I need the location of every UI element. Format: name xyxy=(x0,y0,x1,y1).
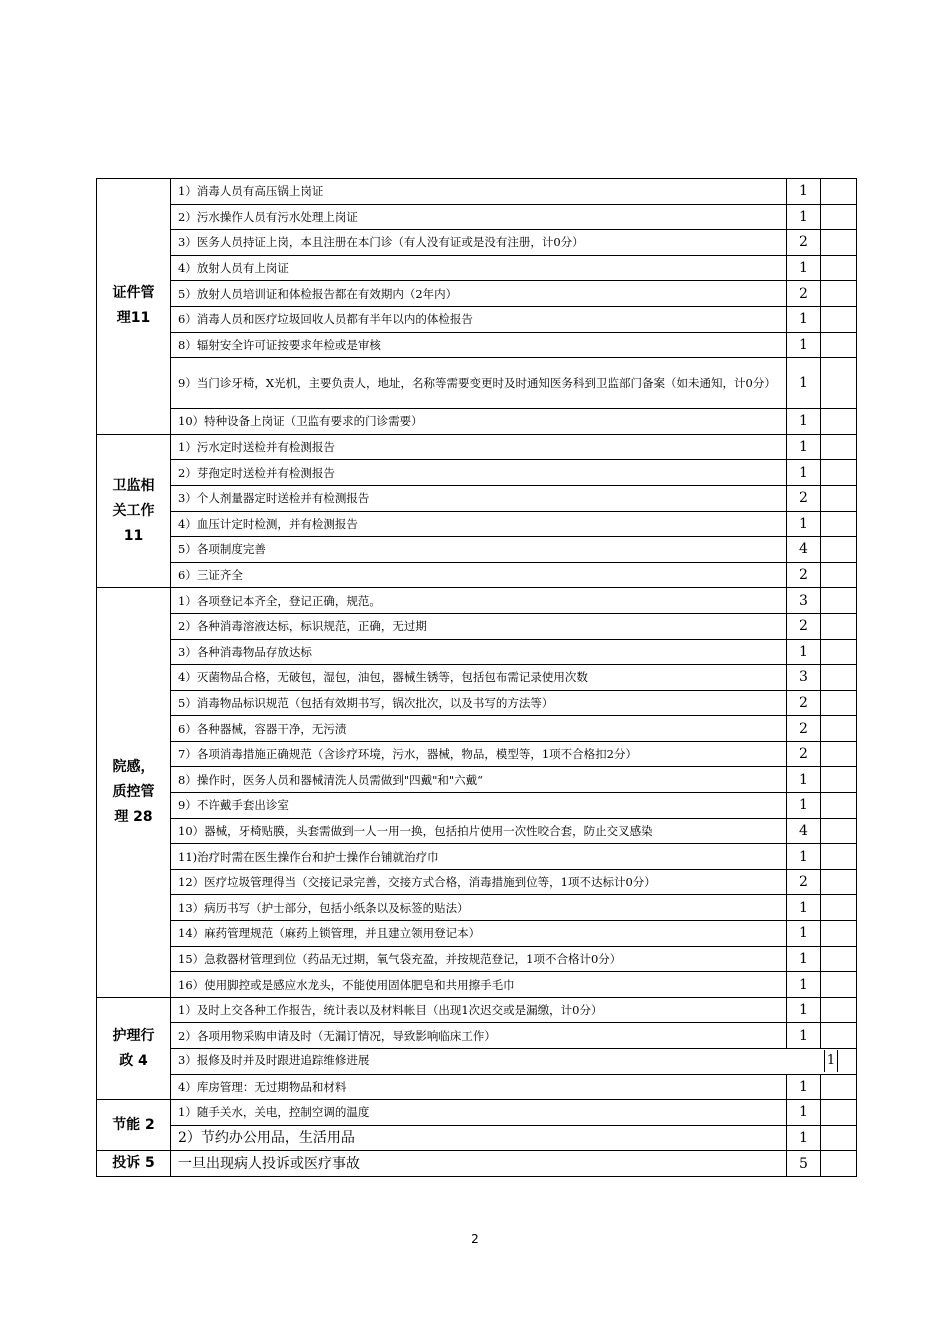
score-cell: 1 xyxy=(787,1023,821,1049)
score-cell: 1 xyxy=(787,921,821,947)
score-cell: 2 xyxy=(787,613,821,639)
score-cell: 1 xyxy=(787,179,821,205)
blank-cell xyxy=(821,460,857,486)
item-text: 3）报修及时并及时跟进追踪维修进展 xyxy=(178,1053,370,1068)
item-cell: 8）辐射安全许可证按要求年检或是审核 xyxy=(171,332,787,358)
item-cell: 2）污水操作人员有污水处理上岗证 xyxy=(171,204,787,230)
score-cell: 2 xyxy=(787,485,821,511)
item-cell: 6）三证齐全 xyxy=(171,562,787,588)
category-label: 护理行政 4 xyxy=(112,1027,155,1069)
item-cell: 16）使用脚控或是感应水龙头，不能使用固体肥皂和共用擦手毛巾 xyxy=(171,972,787,998)
item-cell: 4）血压计定时检测，并有检测报告 xyxy=(171,511,787,537)
blank-cell xyxy=(821,690,857,716)
item-cell: 12）医疗垃圾管理得当（交接记录完善，交接方式合格，消毒措施到位等，1项不达标计0分） xyxy=(171,869,787,895)
item-cell: 14）麻药管理规范（麻药上锁管理，并且建立领用登记本） xyxy=(171,921,787,947)
score-cell: 1 xyxy=(787,997,821,1023)
blank-cell xyxy=(821,767,857,793)
item-cell: 9）不许戴手套出诊室 xyxy=(171,793,787,819)
category-label: 节能 2 xyxy=(112,1116,155,1133)
score-cell: 1 xyxy=(787,409,821,435)
blank-cell xyxy=(821,230,857,256)
score-cell: 2 xyxy=(787,869,821,895)
blank-cell xyxy=(821,1151,857,1177)
blank-cell xyxy=(821,511,857,537)
blank-cell xyxy=(821,1023,857,1049)
blank-cell xyxy=(821,639,857,665)
category-label: 卫监相关工作11 xyxy=(112,477,155,544)
score-cell: 1 xyxy=(787,844,821,870)
blank-cell xyxy=(821,741,857,767)
score-cell: 2 xyxy=(787,716,821,742)
item-cell: 4）放射人员有上岗证 xyxy=(171,255,787,281)
blank-cell xyxy=(821,281,857,307)
score-cell: 1 xyxy=(787,434,821,460)
item-cell: 3）各种消毒物品存放达标 xyxy=(171,639,787,665)
score-cell: 1 xyxy=(787,358,821,409)
score-cell: 1 xyxy=(787,255,821,281)
blank-cell xyxy=(821,716,857,742)
category-label: 证件管理11 xyxy=(112,285,155,327)
item-cell: 一旦出现病人投诉或医疗事故 xyxy=(171,1151,787,1177)
blank-cell xyxy=(821,665,857,691)
item-cell: 15）急救器材管理到位（药品无过期，氧气袋充盈，并按规范登记，1项不合格计0分） xyxy=(171,946,787,972)
item-cell: 3）医务人员持证上岗，本且注册在本门诊（有人没有证或是没有注册，计0分） xyxy=(171,230,787,256)
item-cell: 1）消毒人员有高压锅上岗证 xyxy=(171,179,787,205)
blank-cell xyxy=(821,1100,857,1126)
item-cell: 1）各项登记本齐全，登记正确，规范。 xyxy=(171,588,787,614)
item-cell: 4）灭菌物品合格，无破包，湿包，油包，器械生锈等，包括包布需记录使用次数 xyxy=(171,665,787,691)
blank-cell xyxy=(821,434,857,460)
blank-cell xyxy=(821,946,857,972)
blank-cell xyxy=(821,255,857,281)
category-cell xyxy=(97,1100,171,1151)
item-cell-merged xyxy=(171,1049,857,1075)
score-cell: 1 xyxy=(787,511,821,537)
page-number: 2 xyxy=(471,1232,479,1246)
score-cell: 1 xyxy=(787,1125,821,1151)
blank-cell xyxy=(821,818,857,844)
score-cell: 2 xyxy=(787,741,821,767)
evaluation-table xyxy=(96,178,857,1177)
score-cell: 4 xyxy=(787,818,821,844)
item-cell: 13）病历书写（护士部分，包括小纸条以及标签的贴法） xyxy=(171,895,787,921)
score-cell: 2 xyxy=(787,230,821,256)
category-label: 院感，质控管理 28 xyxy=(112,759,155,826)
category-cell xyxy=(97,997,171,1099)
blank-cell xyxy=(821,358,857,409)
blank-cell xyxy=(821,204,857,230)
score-cell: 1 xyxy=(787,1100,821,1126)
item-cell: 6）消毒人员和医疗垃圾回收人员都有半年以内的体检报告 xyxy=(171,306,787,332)
blank-cell xyxy=(821,613,857,639)
blank-cell xyxy=(821,537,857,563)
score-cell: 2 xyxy=(787,562,821,588)
score-cell: 1 xyxy=(824,1050,838,1072)
item-cell: 2）节约办公用品，生活用品 xyxy=(171,1125,787,1151)
item-cell: 1）污水定时送检并有检测报告 xyxy=(171,434,787,460)
item-cell: 2）芽孢定时送检并有检测报告 xyxy=(171,460,787,486)
score-cell: 2 xyxy=(787,690,821,716)
score-cell: 1 xyxy=(787,793,821,819)
item-cell: 10）特种设备上岗证（卫监有要求的门诊需要） xyxy=(171,409,787,435)
blank-cell xyxy=(821,1125,857,1151)
category-cell xyxy=(97,434,171,588)
score-cell: 1 xyxy=(787,332,821,358)
category-cell xyxy=(97,588,171,998)
blank-cell xyxy=(821,972,857,998)
score-cell: 3 xyxy=(787,665,821,691)
score-cell: 1 xyxy=(787,204,821,230)
item-cell: 7）各项消毒措施正确规范（含诊疗环境，污水，器械，物品，模型等，1项不合格扣2分） xyxy=(171,741,787,767)
score-cell: 3 xyxy=(787,588,821,614)
score-cell: 5 xyxy=(787,1151,821,1177)
category-label: 投诉 5 xyxy=(112,1155,155,1172)
score-cell: 1 xyxy=(787,946,821,972)
category-cell xyxy=(97,1151,171,1177)
item-cell: 4）库房管理：无过期物品和材料 xyxy=(171,1074,787,1100)
blank-cell xyxy=(821,921,857,947)
item-cell: 11)治疗时需在医生操作台和护士操作台铺就治疗巾 xyxy=(171,844,787,870)
item-cell: 2）各项用物采购申请及时（无漏订情况，导致影响临床工作） xyxy=(171,1023,787,1049)
blank-cell xyxy=(821,179,857,205)
score-cell: 4 xyxy=(787,537,821,563)
blank-cell xyxy=(821,588,857,614)
blank-cell xyxy=(821,1074,857,1100)
score-cell: 1 xyxy=(787,1074,821,1100)
blank-cell xyxy=(821,409,857,435)
score-cell: 2 xyxy=(787,281,821,307)
item-cell: 5）消毒物品标识规范（包括有效期书写，锅次批次，以及书写的方法等） xyxy=(171,690,787,716)
score-cell: 1 xyxy=(787,639,821,665)
item-cell: 9）当门诊牙椅，X光机，主要负责人，地址，名称等需要变更时及时通知医务科到卫监部门备案（如未通知，计0分） xyxy=(171,358,787,409)
item-cell: 8）操作时，医务人员和器械清洗人员需做到"四戴"和"六戴“ xyxy=(171,767,787,793)
blank-cell xyxy=(821,844,857,870)
score-cell: 1 xyxy=(787,972,821,998)
score-cell: 1 xyxy=(787,895,821,921)
item-cell: 5）放射人员培训证和体检报告都在有效期内（2年内） xyxy=(171,281,787,307)
item-cell: 2）各种消毒溶液达标，标识规范，正确，无过期 xyxy=(171,613,787,639)
blank-cell xyxy=(821,485,857,511)
blank-cell xyxy=(821,332,857,358)
item-cell: 3）个人剂量器定时送检并有检测报告 xyxy=(171,485,787,511)
blank-cell xyxy=(821,306,857,332)
score-cell: 1 xyxy=(787,767,821,793)
blank-cell xyxy=(821,997,857,1023)
blank-cell xyxy=(821,562,857,588)
blank-cell xyxy=(821,869,857,895)
item-cell: 10）器械，牙椅贴膜，头套需做到一人一用一换，包括拍片使用一次性咬合套，防止交叉感染 xyxy=(171,818,787,844)
category-cell xyxy=(97,179,171,435)
item-cell: 6）各种器械，容器干净，无污渍 xyxy=(171,716,787,742)
score-cell: 1 xyxy=(787,460,821,486)
score-cell: 1 xyxy=(787,306,821,332)
blank-cell xyxy=(821,895,857,921)
item-cell: 1）随手关水，关电，控制空调的温度 xyxy=(171,1100,787,1126)
blank-cell xyxy=(821,793,857,819)
item-cell: 1）及时上交各种工作报告，统计表以及材料帐目（出现1次迟交或是漏缴，计0分） xyxy=(171,997,787,1023)
item-cell: 5）各项制度完善 xyxy=(171,537,787,563)
